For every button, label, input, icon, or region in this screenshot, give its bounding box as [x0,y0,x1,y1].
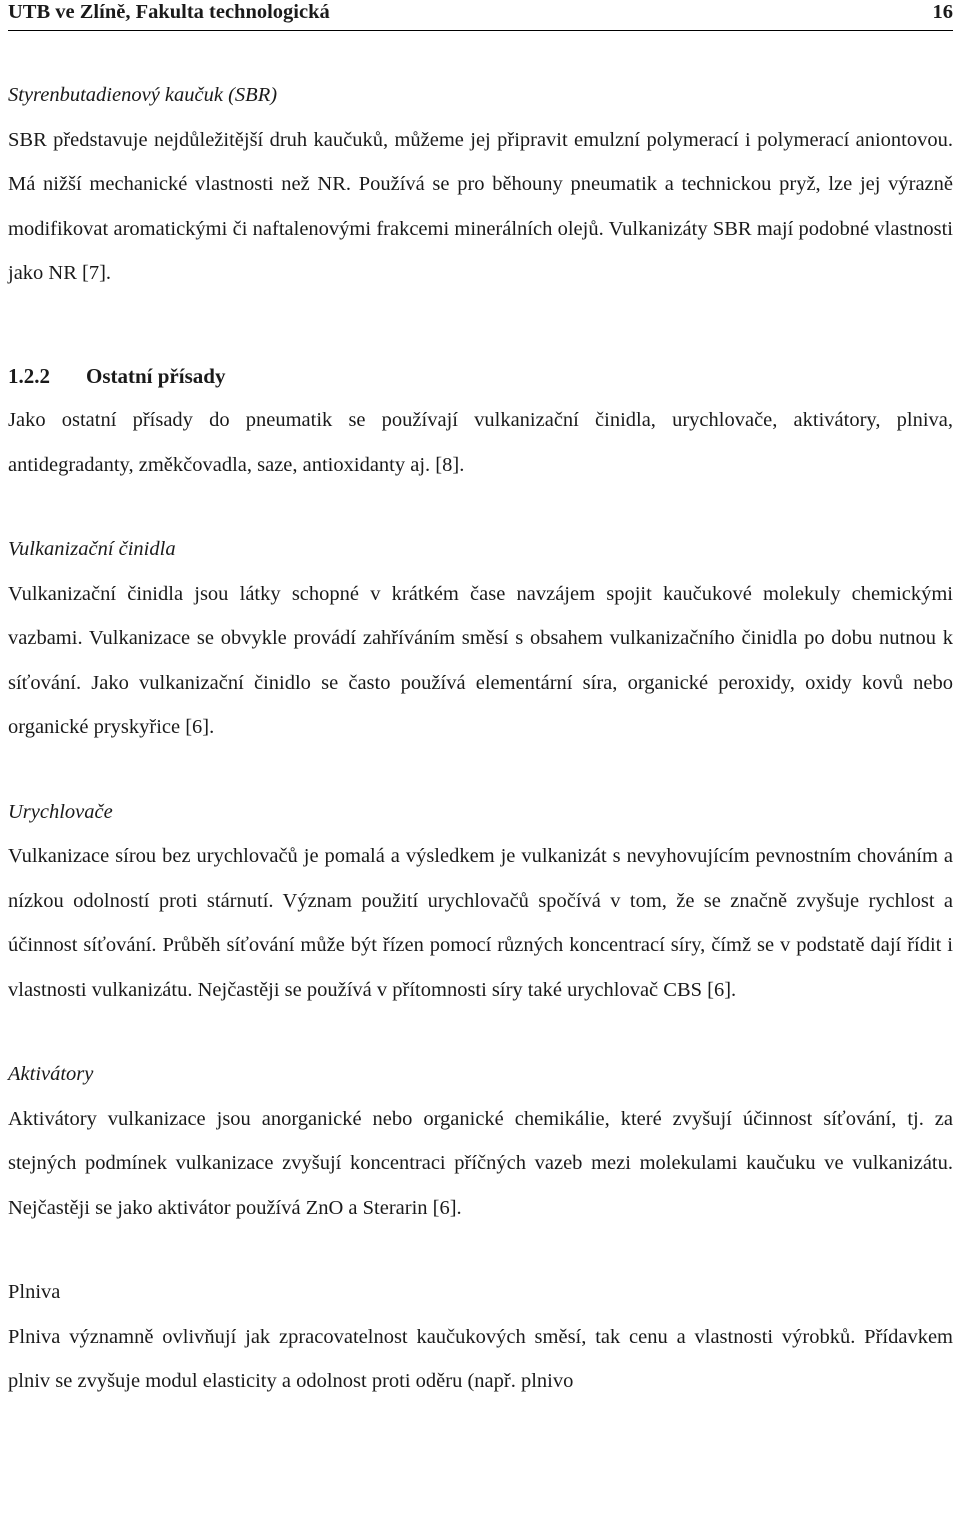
paragraph-section-intro: Jako ostatní přísady do pneumatik se používají vulkanizační činidla, urychlovače, aktivátory, plniva, antidegradanty, změkčovadla, saze, antioxidanty aj. [8]. [8,409,953,476]
section-heading [8,354,953,399]
running-header [8,0,953,31]
spacer [8,750,953,790]
subheading-aktivatory: Aktivátory [8,1063,94,1085]
page-number: 16 [932,1,953,23]
subheading-urychlovace: Urychlovače [8,800,113,823]
paragraph-vulkanizacni: Vulkanizační činidla jsou látky schopné v krátkém čase navzájem spojit kaučukové molekuly chemickými vazbami. Vulkanizace se obvykle provádí zahříváním směsí s obsahem vulkanizačního činidla po dobu nutnou k síťování. Jako vulkanizační činidlo se často používá elementární síra, organické peroxidy, oxidy kovů nebo organické pryskyřice [6]. [8,582,953,738]
header-title: UTB ve Zlíně, Fakulta technologická [8,1,330,23]
section-title: Ostatní přísady [86,363,226,388]
paragraph-plniva: Plniva významně ovlivňují jak zpracovatelnost kaučukových směsí, tak cenu a vlastnosti výrobků. Přídavkem plniv se zvyšuje modul elasticity a odolnost proti oděru (např. plnivo [8,1325,953,1392]
subheading-plniva: Plniva [8,1281,61,1303]
spacer [8,1012,953,1052]
paragraph-aktivatory: Aktivátory vulkanizace jsou anorganické nebo organické chemikálie, které zvyšují účinnost síťování, tj. za stejných podmínek vulkanizace zvyšují koncentraci příčných vazeb mezi molekulami kaučuku ve vulkanizátu. Nejčastěji se jako aktivátor používá ZnO a Sterarin [6]. [8,1107,953,1219]
subheading-vulkanizacni: Vulkanizační činidla [8,538,176,560]
spacer [8,1230,953,1270]
document-page [8,0,953,1404]
subheading-sbr: Styrenbutadienový kaučuk (SBR) [8,84,278,106]
spacer [8,487,953,527]
spacer [8,296,953,354]
paragraph-urychlovace: Vulkanizace sírou bez urychlovačů je pomalá a výsledkem je vulkanizát s nevyhovujícím pevnostním chováním a nízkou odolností proti stárnutí. Význam použití urychlovačů spočívá v tom, že se značně zvyšuje rychlost a účinnost síťování. Průběh síťování může být řízen pomocí různých koncentrací síry, čímž se v podstatě dají řídit i vlastnosti vulkanizátu. Nejčastěji se používá v přítomnosti síry také urychlovač CBS [6]. [8,845,953,1001]
paragraph-sbr: SBR představuje nejdůležitější druh kaučuků, můžeme jej připravit emulzní polymerací i polymerací aniontovou. Má nižší mechanické vlastnosti než NR. Používá se pro běhouny pneumatik a technickou pryž, lze jej výrazně modifikovat aromatickými či naftalenovými frakcemi minerálních olejů. Vulkanizáty SBR mají podobné vlastnosti jako NR [7]. [8,128,953,284]
section-number: 1.2.2 [8,363,50,388]
